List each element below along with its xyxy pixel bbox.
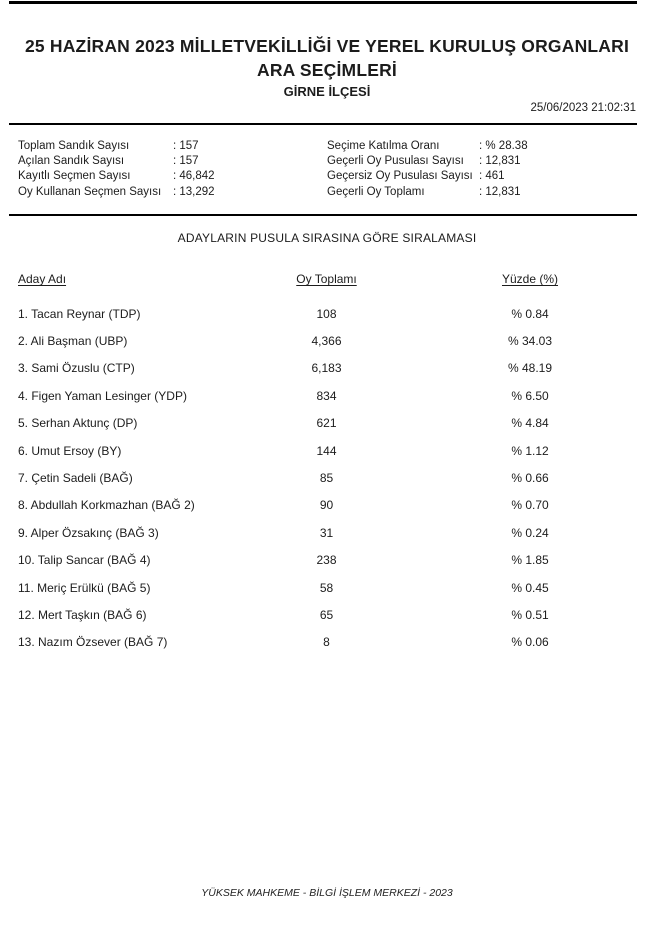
vote-percent: % 6.50 [511,388,549,403]
vote-percent: % 48.19 [507,361,553,376]
table-row [18,437,638,464]
table-row [18,601,638,628]
vote-total: 6,183 [311,361,342,376]
stat-label: Geçerli Oy Pusulası Sayısı [327,155,464,168]
footer-text: YÜKSEK MAHKEME - BİLGİ İŞLEM MERKEZİ - 2023 [201,887,453,899]
stat-value: : 461 [479,169,505,184]
candidate-name: 12. Mert Taşkın (BAĞ 6) [18,607,147,622]
summary-divider [9,214,637,216]
vote-total: 108 [316,306,337,321]
vote-percent: % 0.84 [511,306,549,321]
column-header-candidate-name: Aday Adı [18,272,67,286]
stat-row-total-ballot-boxes [18,139,318,154]
stat-value: : 12,831 [479,154,521,169]
vote-percent: % 0.70 [511,498,549,513]
table-row [18,464,638,491]
table-row [18,355,638,382]
summary-left-column [18,139,318,200]
stat-row-turnout-rate [327,139,637,154]
results-table-body [18,300,638,656]
vote-percent: % 0.06 [511,635,549,650]
column-header-vote-total: Oy Toplamı [296,272,357,286]
vote-percent: % 0.51 [511,607,549,622]
stat-label: Seçime Katılma Oranı [327,140,440,152]
table-row [18,629,638,656]
header-divider [9,123,637,125]
candidate-name: 1. Tacan Reynar (TDP) [18,306,141,321]
stat-row-registered-voters [18,169,318,184]
candidate-name: 2. Ali Başman (UBP) [18,334,128,349]
candidate-name: 6. Umut Ersoy (BY) [18,443,122,458]
candidate-name: 8. Abdullah Korkmazhan (BAĞ 2) [18,498,195,513]
vote-total: 85 [319,471,334,486]
election-title-line2: ARA SEÇİMLERİ [256,60,397,80]
report-timestamp: 25/06/2023 21:02:31 [530,102,636,114]
vote-total: 58 [319,580,334,595]
vote-total: 31 [319,525,334,540]
vote-total: 621 [316,416,337,431]
candidate-name: 10. Talip Sancar (BAĞ 4) [18,553,151,568]
table-row [18,492,638,519]
vote-total: 90 [319,498,334,513]
candidate-name: 7. Çetin Sadeli (BAĞ) [18,471,133,486]
candidate-name: 4. Figen Yaman Lesinger (YDP) [18,388,187,403]
table-row [18,519,638,546]
stat-value: : 157 [173,154,199,169]
vote-percent: % 1.12 [511,443,549,458]
table-row [18,382,638,409]
vote-total: 834 [316,388,337,403]
table-row [18,574,638,601]
column-header-percent: Yüzde (%) [501,272,559,286]
vote-total: 65 [319,607,334,622]
stat-row-invalid-ballots [327,169,637,184]
vote-total: 4,366 [311,334,342,349]
stat-row-valid-vote-total [327,185,637,200]
vote-total: 144 [316,443,337,458]
top-divider [9,1,637,4]
stat-label: Kayıtlı Seçmen Sayısı [18,170,131,183]
stat-value: : % 28.38 [479,139,528,154]
column-spacer [400,272,460,286]
vote-percent: % 4.84 [511,416,549,431]
stat-label: Oy Kullanan Seçmen Sayısı [18,185,162,198]
table-row [18,327,638,354]
candidate-name: 3. Sami Özuslu (CTP) [18,361,135,376]
vote-percent: % 0.45 [511,580,549,595]
stat-row-valid-ballots [327,154,637,169]
table-row [18,410,638,437]
vote-total: 8 [323,635,330,650]
vote-percent: % 0.66 [511,471,549,486]
vote-percent: % 1.85 [511,553,549,568]
summary-right-column [327,139,637,200]
district-name: GİRNE İLÇESİ [283,84,371,99]
candidate-name: 11. Meriç Erülkü (BAĞ 5) [18,580,151,595]
vote-total: 238 [316,553,337,568]
election-title-line1: 25 HAZİRAN 2023 MİLLETVEKİLLİĞİ VE YEREL KURULUŞ ORGANLARI [24,36,630,56]
stat-row-opened-ballot-boxes [18,154,318,169]
results-table-header [18,272,638,286]
table-row [18,300,638,327]
candidate-name: 9. Alper Özsakınç (BAĞ 3) [18,525,159,540]
stat-label: Geçerli Oy Toplamı [327,185,425,198]
candidate-name: 13. Nazım Özsever (BAĞ 7) [18,635,168,650]
section-title: ADAYLARIN PUSULA SIRASINA GÖRE SIRALAMASI [177,231,477,245]
vote-percent: % 0.24 [511,525,549,540]
stat-value: : 12,831 [479,185,521,200]
stat-row-voters-voted [18,185,318,200]
stat-value: : 13,292 [173,185,215,200]
candidate-name: 5. Serhan Aktunç (DP) [18,416,138,431]
stat-label: Açılan Sandık Sayısı [18,155,125,168]
stat-label: Toplam Sandık Sayısı [18,140,130,152]
stat-value: : 46,842 [173,169,215,184]
table-row [18,547,638,574]
vote-percent: % 34.03 [507,334,553,349]
stat-label: Geçersiz Oy Pusulası Sayısı [327,170,473,183]
stat-value: : 157 [173,139,199,154]
